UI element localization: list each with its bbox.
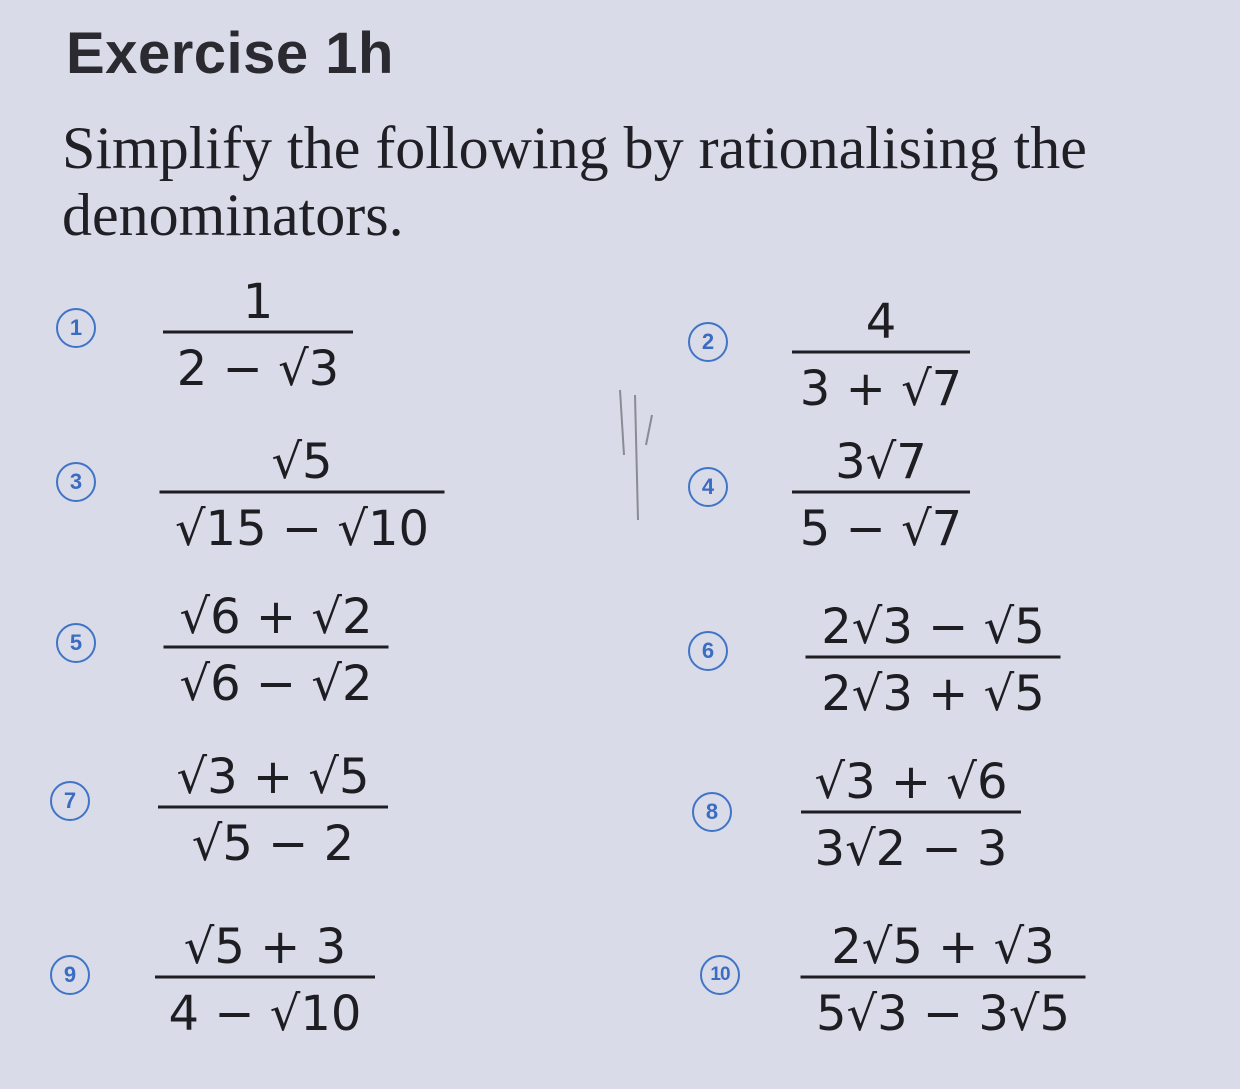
problem-number-badge: 8 [692,792,732,832]
fraction-graphic [805,915,1110,1065]
fraction [797,750,1037,900]
denominator: 5 − √7 [799,501,963,557]
fraction [155,745,405,895]
numerator: √5 [271,434,333,490]
fraction [155,915,395,1065]
problem-number-badge: 9 [50,955,90,995]
fraction [161,585,406,735]
numerator: √6 + √2 [179,589,373,645]
problem-number-badge: 4 [688,467,728,507]
denominator: √15 − √10 [174,501,430,557]
denominator: 2 − √3 [176,341,340,397]
problem-number-badge: 10 [700,955,740,995]
exercise-title: Exercise 1h [66,21,394,86]
fraction [161,270,371,420]
numerator: √5 + 3 [183,919,347,975]
fraction [793,430,991,580]
fraction-graphic [797,750,1037,900]
problem-number-badge: 6 [688,631,728,671]
fraction [793,595,1068,745]
problem-number-badge: 2 [688,322,728,362]
fraction-graphic [793,430,991,580]
fraction-graphic [155,745,405,895]
denominator: 2√3 + √5 [821,666,1045,722]
denominator: 3√2 − 3 [814,821,1008,877]
fraction [161,430,466,580]
fraction [805,915,1110,1065]
denominator: 5√3 − 3√5 [815,986,1071,1042]
numerator: √3 + √6 [814,754,1008,810]
numerator: 1 [242,274,274,330]
fraction-graphic [161,585,406,735]
numerator: 3√7 [835,434,927,490]
problem-number-badge: 5 [56,623,96,663]
fraction-graphic [793,290,991,440]
fraction-graphic [155,915,395,1065]
numerator: 2√3 − √5 [821,599,1045,655]
numerator: 4 [865,294,897,350]
denominator: 3 + √7 [799,361,963,417]
numerator: √3 + √5 [176,749,370,805]
fraction-graphic [161,270,371,420]
fraction [793,290,991,440]
problem-number-badge: 1 [56,308,96,348]
fraction-graphic [793,595,1068,745]
fraction-graphic [161,430,466,580]
pencil-mark [610,385,670,525]
denominator: √6 − √2 [179,656,373,712]
exercise-instruction: Simplify the following by rationalising the denominators. [62,115,1087,248]
denominator: √5 − 2 [191,816,355,872]
problem-number-badge: 3 [56,462,96,502]
denominator: 4 − √10 [168,986,362,1042]
numerator: 2√5 + √3 [831,919,1055,975]
problem-number-badge: 7 [50,781,90,821]
